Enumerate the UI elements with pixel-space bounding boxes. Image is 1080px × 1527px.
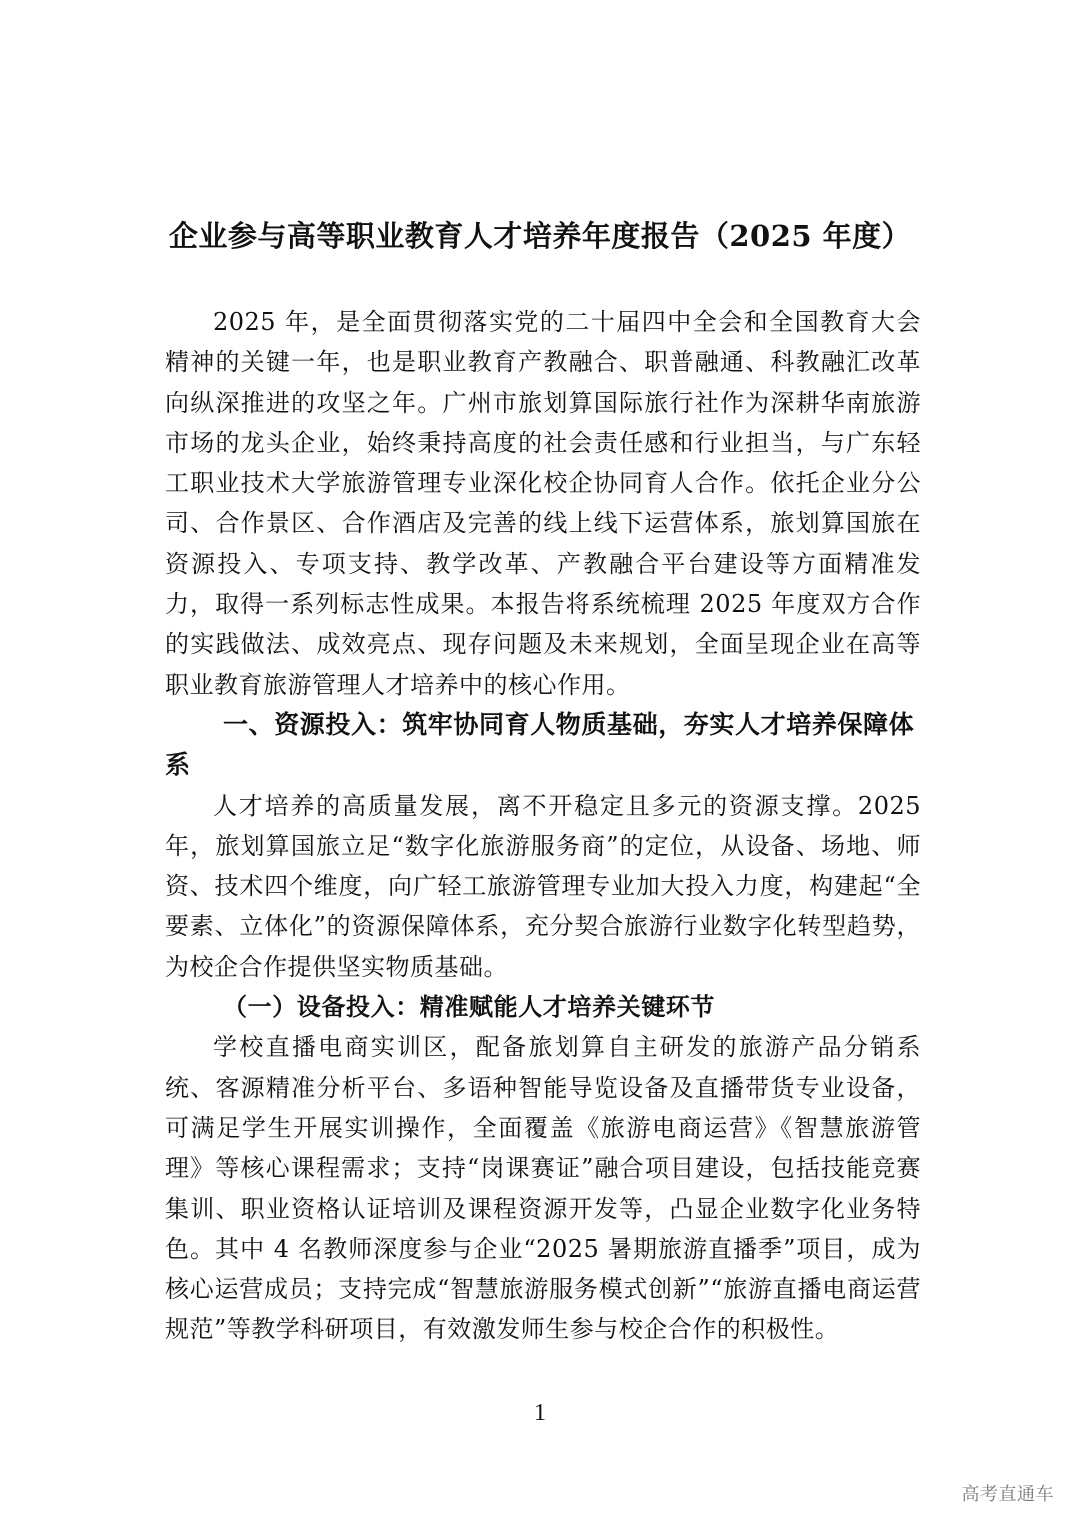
section-paragraph: 人才培养的高质量发展，离不开稳定且多元的资源支撑。2025 年，旅划算国旅立足“数字化旅游服务商”的定位，从设备、场地、师资、技术四个维度，向广轻工旅游管理专业加大投入力度，构建起“全要素、立体化”的资源保障体系，充分契合旅游行业数字化转型趋势，为校企合作提供坚实物质基础。 — [165, 791, 921, 981]
document-body — [165, 302, 921, 1350]
subsection-paragraph: 学校直播电商实训区，配备旅划算自主研发的旅游产品分销系统、客源精准分析平台、多语种智能导览设备及直播带货专业设备，可满足学生开展实训操作，全面覆盖《旅游电商运营》《智慧旅游管理》等核心课程需求；支持“岗课赛证”融合项目建设，包括技能竞赛集训、职业资格认证培训及课程资源开发等，凸显企业数字化业务特色。其中 4 名教师深度参与企业“2025 暑期旅游直播季”项目，成为核心运营成员；支持完成“智慧旅游服务模式创新”“旅游直播电商运营规范”等教学科研项目，有效激发师生参与校企合作的积极性。 — [165, 1033, 921, 1344]
watermark-text: 高考直通车 — [961, 1484, 1054, 1505]
section-heading: 一、资源投入：筑牢协同育人物质基础，夯实人才培养保障体系 — [165, 709, 915, 780]
document-title: 企业参与高等职业教育人才培养年度报告（2025 年度） — [168, 219, 912, 253]
subsection-heading: （一）设备投入：精准赋能人才培养关键环节 — [223, 992, 715, 1022]
intro-paragraph: 2025 年，是全面贯彻落实党的二十届四中全会和全国教育大会精神的关键一年，也是职业教育产教融合、职普融通、科教融汇改革向纵深推进的攻坚之年。广州市旅划算国际旅行社作为深耕华南旅游市场的龙头企业，始终秉持高度的社会责任感和行业担当，与广东轻工职业技术大学旅游管理专业深化校企协同育人合作。依托企业分公司、合作景区、合作酒店及完善的线上线下运营体系，旅划算国旅在资源投入、专项支持、教学改革、产教融合平台建设等方面精准发力，取得一系列标志性成果。本报告将系统梳理 2025 年度双方合作的实践做法、成效亮点、现存问题及未来规划，全面呈现企业在高等职业教育旅游管理人才培养中的核心作用。 — [165, 308, 921, 699]
page-number: 1 — [534, 1400, 546, 1426]
